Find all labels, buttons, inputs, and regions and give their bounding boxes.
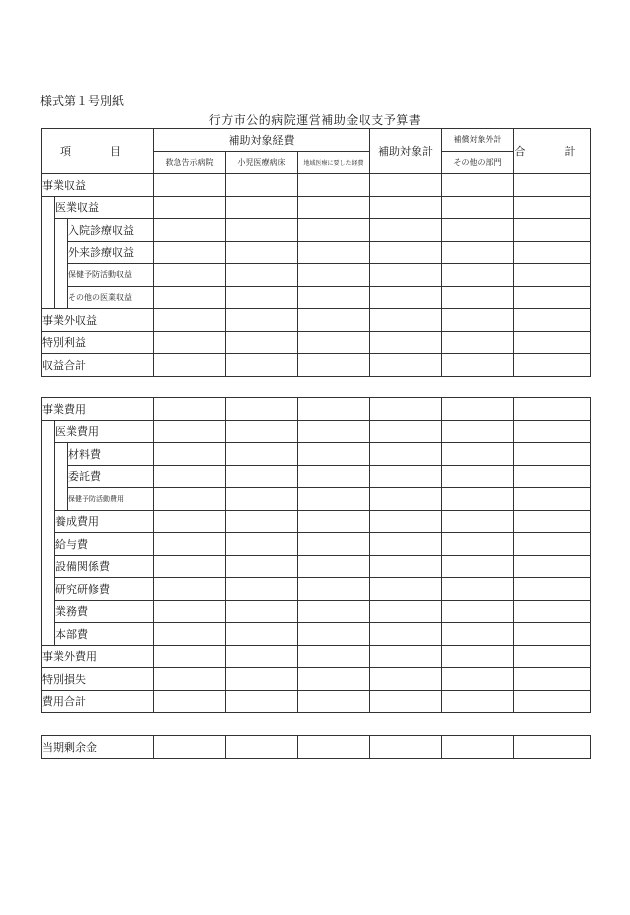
revenue-table: [41, 128, 591, 377]
table-row: [42, 736, 591, 759]
row-label: 保健予防活動収益: [68, 264, 154, 287]
row-label: 養成費用: [55, 510, 154, 533]
header-other-dept: その他の部門: [442, 151, 514, 174]
expense-table: [41, 397, 591, 713]
row-label: 委託費: [68, 465, 154, 488]
form-number-label: 様式第１号別紙: [40, 94, 125, 108]
header-subsidy-total: 補助対象計: [370, 129, 442, 174]
row-label: 給与費: [55, 533, 154, 556]
table-row: [42, 398, 591, 421]
header-pediatric: 小児医療病床: [226, 151, 298, 174]
row-label: その他の医業収益: [68, 286, 154, 309]
table-row: [42, 241, 591, 264]
row-label: 医業収益: [55, 196, 154, 219]
table-row: [42, 645, 591, 668]
table-row: [42, 533, 591, 556]
header-remote: 地域医療に要した経費: [298, 151, 370, 174]
surplus-table: [41, 735, 591, 759]
row-label: 入院診療収益: [68, 219, 154, 242]
row-label: 特別損失: [42, 668, 154, 691]
header-grand-total: 合 計: [514, 129, 591, 174]
table-row: [42, 555, 591, 578]
table-row: [42, 286, 591, 309]
row-label: 研究研修費: [55, 578, 154, 601]
row-label: 収益合計: [42, 354, 154, 377]
row-label: 設備関係費: [55, 555, 154, 578]
row-label: 当期剰余金: [42, 736, 154, 759]
row-label: 本部費: [55, 623, 154, 646]
table-row: [42, 420, 591, 443]
row-label: 費用合計: [42, 690, 154, 713]
header-item: 項 目: [42, 129, 154, 174]
table-row: [42, 354, 591, 377]
table-row: [42, 443, 591, 466]
table-row: [42, 668, 591, 691]
row-label: 医業費用: [55, 420, 154, 443]
row-label: 事業外収益: [42, 309, 154, 332]
document-title: 行方市公的病院運営補助金収支予算書: [208, 113, 422, 127]
row-label: 外来診療収益: [68, 241, 154, 264]
table-row: [42, 623, 591, 646]
table-row: [42, 578, 591, 601]
row-label: 事業外費用: [42, 645, 154, 668]
table-row: [42, 219, 591, 242]
row-label: 業務費: [55, 600, 154, 623]
header-subsidy-target-expenses: 補助対象経費: [154, 129, 370, 152]
table-row: [42, 196, 591, 219]
header-compensation-out: 補償対象外計: [442, 129, 514, 152]
table-row: [42, 488, 591, 511]
table-row: [42, 331, 591, 354]
table-row: [42, 465, 591, 488]
table-row: [42, 264, 591, 287]
row-label: 特別利益: [42, 331, 154, 354]
table-row: [42, 309, 591, 332]
table-row: [42, 690, 591, 713]
row-label: 保健予防活動費用: [68, 488, 154, 511]
table-row: [42, 600, 591, 623]
table-row: [42, 174, 591, 197]
row-label: 事業費用: [42, 398, 154, 421]
header-emergency: 救急告示病院: [154, 151, 226, 174]
table-row: [42, 510, 591, 533]
row-label: 事業収益: [42, 174, 154, 197]
row-label: 材料費: [68, 443, 154, 466]
